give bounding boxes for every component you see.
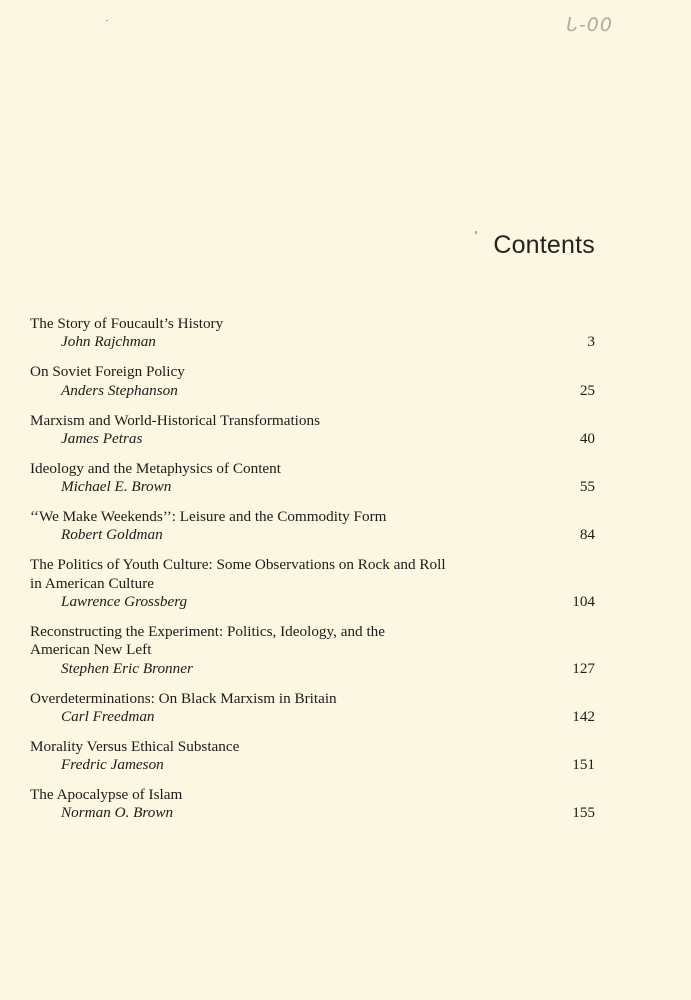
scan-speck <box>106 20 108 21</box>
author-row <box>30 526 595 544</box>
scan-speck <box>475 231 477 234</box>
entry-author: Michael E. Brown <box>61 478 172 496</box>
entry-title: The Story of Foucault’s History <box>30 315 224 332</box>
author-row <box>30 593 595 611</box>
entry-title: ‘‘We Make Weekends’’: Leisure and the Commodity Form <box>30 508 387 526</box>
handwritten-annotation: ᒐ-00 <box>566 14 613 36</box>
entry-title: Morality Versus Ethical Substance <box>30 737 240 755</box>
toc-entry <box>30 623 595 678</box>
entry-title: Marxism and World-Historical Transformations <box>30 411 320 429</box>
entry-page-number: 84 <box>579 526 595 544</box>
entry-author: Lawrence Grossberg <box>61 593 188 610</box>
entry-author: John Rajchman <box>61 333 156 351</box>
author-row <box>30 333 595 351</box>
entry-title: The Politics of Youth Culture: Some Observations on Rock and Roll <box>30 556 446 574</box>
entry-page-number: 127 <box>572 659 595 677</box>
entry-page-number: 151 <box>572 756 595 774</box>
entry-author: Norman O. Brown <box>61 804 174 822</box>
table-of-contents <box>30 315 595 834</box>
entry-page-number: 142 <box>572 707 595 725</box>
entry-page-number: 155 <box>572 804 595 822</box>
author-row <box>30 756 595 774</box>
entry-title: American New Left <box>30 641 152 659</box>
toc-entry <box>30 690 595 727</box>
entry-title: Overdeterminations: On Black Marxism in Britain <box>30 689 337 707</box>
entry-title: On Soviet Foreign Policy <box>30 363 185 381</box>
entry-page-number: 40 <box>579 429 595 447</box>
toc-entry <box>30 315 595 352</box>
entry-page-number: 3 <box>587 333 595 351</box>
entry-author: Anders Stephanson <box>61 381 178 399</box>
toc-entry <box>30 412 595 449</box>
page-title: Contents <box>493 230 595 259</box>
entry-title: in American Culture <box>30 574 154 592</box>
toc-entry <box>30 556 595 611</box>
toc-entry <box>30 508 595 545</box>
entry-author: Stephen Eric Bronner <box>61 659 193 677</box>
author-row <box>30 708 595 726</box>
toc-entry <box>30 786 595 823</box>
entry-title: Ideology and the Metaphysics of Content <box>30 459 281 477</box>
toc-entry <box>30 363 595 400</box>
author-row <box>30 382 595 400</box>
author-row <box>30 478 595 496</box>
entry-page-number: 25 <box>579 381 595 399</box>
toc-entry <box>30 738 595 775</box>
entry-page-number: 55 <box>579 478 595 496</box>
entry-author: James Petras <box>61 429 143 447</box>
entry-author: Robert Goldman <box>61 526 163 544</box>
entry-author: Fredric Jameson <box>61 756 164 774</box>
entry-author: Carl Freedman <box>61 707 155 725</box>
author-row <box>30 804 595 822</box>
entry-title: The Apocalypse of Islam <box>30 786 183 804</box>
toc-entry <box>30 460 595 497</box>
author-row <box>30 430 595 448</box>
entry-page-number: 104 <box>572 593 595 610</box>
author-row <box>30 660 595 678</box>
entry-title: Reconstructing the Experiment: Politics, Ideology, and the <box>30 622 385 640</box>
